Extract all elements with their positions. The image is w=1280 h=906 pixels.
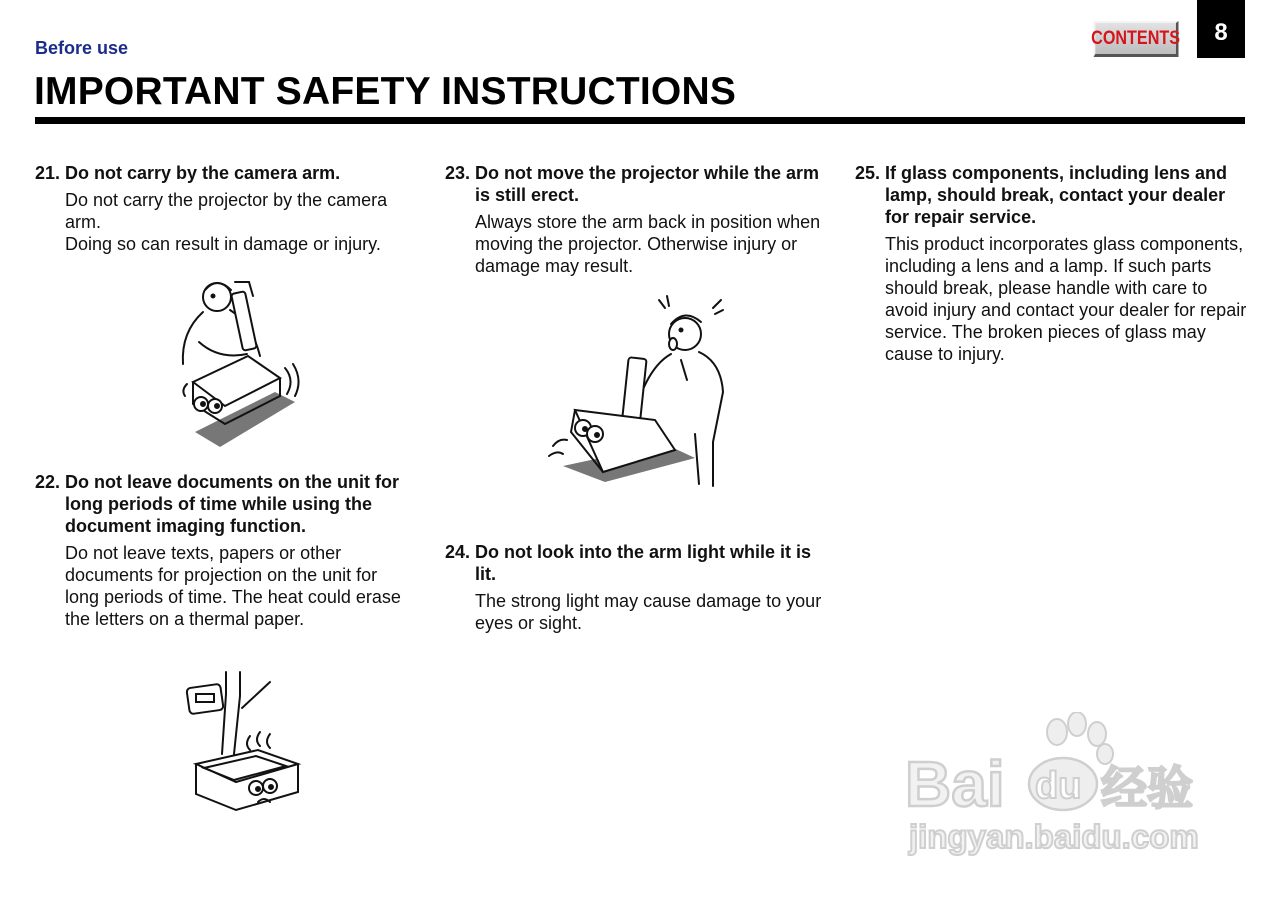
instruction-25 bbox=[855, 162, 1247, 365]
instruction-body bbox=[885, 233, 1247, 365]
document-heat-illustration bbox=[182, 668, 312, 818]
contents-button[interactable]: CONTENTS bbox=[1094, 21, 1179, 57]
svg-text:du: du bbox=[1035, 765, 1082, 807]
instruction-heading bbox=[35, 471, 415, 537]
instruction-text: Do not carry the projector by the camera arm. bbox=[65, 190, 388, 232]
instruction-text: Doing so can result in damage or injury. bbox=[65, 234, 381, 254]
title-divider bbox=[35, 117, 1245, 124]
svg-text:jingyan.baidu.com: jingyan.baidu.com bbox=[909, 818, 1199, 855]
instruction-body bbox=[65, 189, 415, 255]
baidu-watermark-logo bbox=[905, 712, 1205, 862]
instruction-22 bbox=[35, 471, 415, 630]
instruction-number: 21. bbox=[35, 163, 61, 183]
instruction-text: This product incorporates glass components, including a lens and a lamp. If such parts should break, please handle with care to avoid injury and contact your dealer for repair service. The broken pieces of glass may cause to injury. bbox=[885, 234, 1247, 364]
instruction-heading-text: Do not carry by the camera arm. bbox=[65, 163, 341, 183]
instruction-21 bbox=[35, 162, 415, 255]
instruction-text: Always store the arm back in position when moving the projector. Otherwise injury or damage may result. bbox=[475, 212, 821, 276]
instruction-24 bbox=[445, 541, 825, 634]
svg-text:经验: 经验 bbox=[1101, 761, 1193, 815]
instruction-number: 24. bbox=[445, 542, 471, 562]
instruction-text: Do not leave texts, papers or other documents for projection on the unit for long periods of time. The heat could erase the letters on a thermal paper. bbox=[65, 543, 401, 629]
instruction-body bbox=[65, 542, 415, 630]
instruction-heading bbox=[445, 541, 825, 585]
instruction-heading-text: Do not move the projector while the arm is still erect. bbox=[475, 163, 820, 205]
instruction-body bbox=[475, 211, 825, 277]
instruction-heading bbox=[855, 162, 1247, 228]
instruction-number: 25. bbox=[855, 163, 881, 183]
page-number: 8 bbox=[1197, 0, 1245, 58]
page-title: IMPORTANT SAFETY INSTRUCTIONS bbox=[34, 70, 737, 113]
instruction-heading-text: If glass components, including lens and lamp, should break, contact your dealer for repair service. bbox=[885, 163, 1228, 227]
instruction-23 bbox=[445, 162, 825, 277]
instruction-heading bbox=[445, 162, 825, 206]
instruction-heading-text: Do not leave documents on the unit for long periods of time while using the document imaging function. bbox=[65, 472, 400, 536]
instruction-body bbox=[475, 590, 825, 634]
instruction-number: 22. bbox=[35, 472, 61, 492]
carry-by-arm-illustration bbox=[175, 272, 305, 452]
svg-text:Bai: Bai bbox=[905, 748, 1005, 820]
section-label: Before use bbox=[35, 38, 129, 58]
instruction-heading bbox=[35, 162, 415, 184]
instruction-heading-text: Do not look into the arm light while it is lit. bbox=[475, 542, 811, 584]
instruction-number: 23. bbox=[445, 163, 471, 183]
instruction-text: The strong light may cause damage to your eyes or sight. bbox=[475, 591, 822, 633]
move-with-arm-up-illustration bbox=[545, 294, 735, 490]
